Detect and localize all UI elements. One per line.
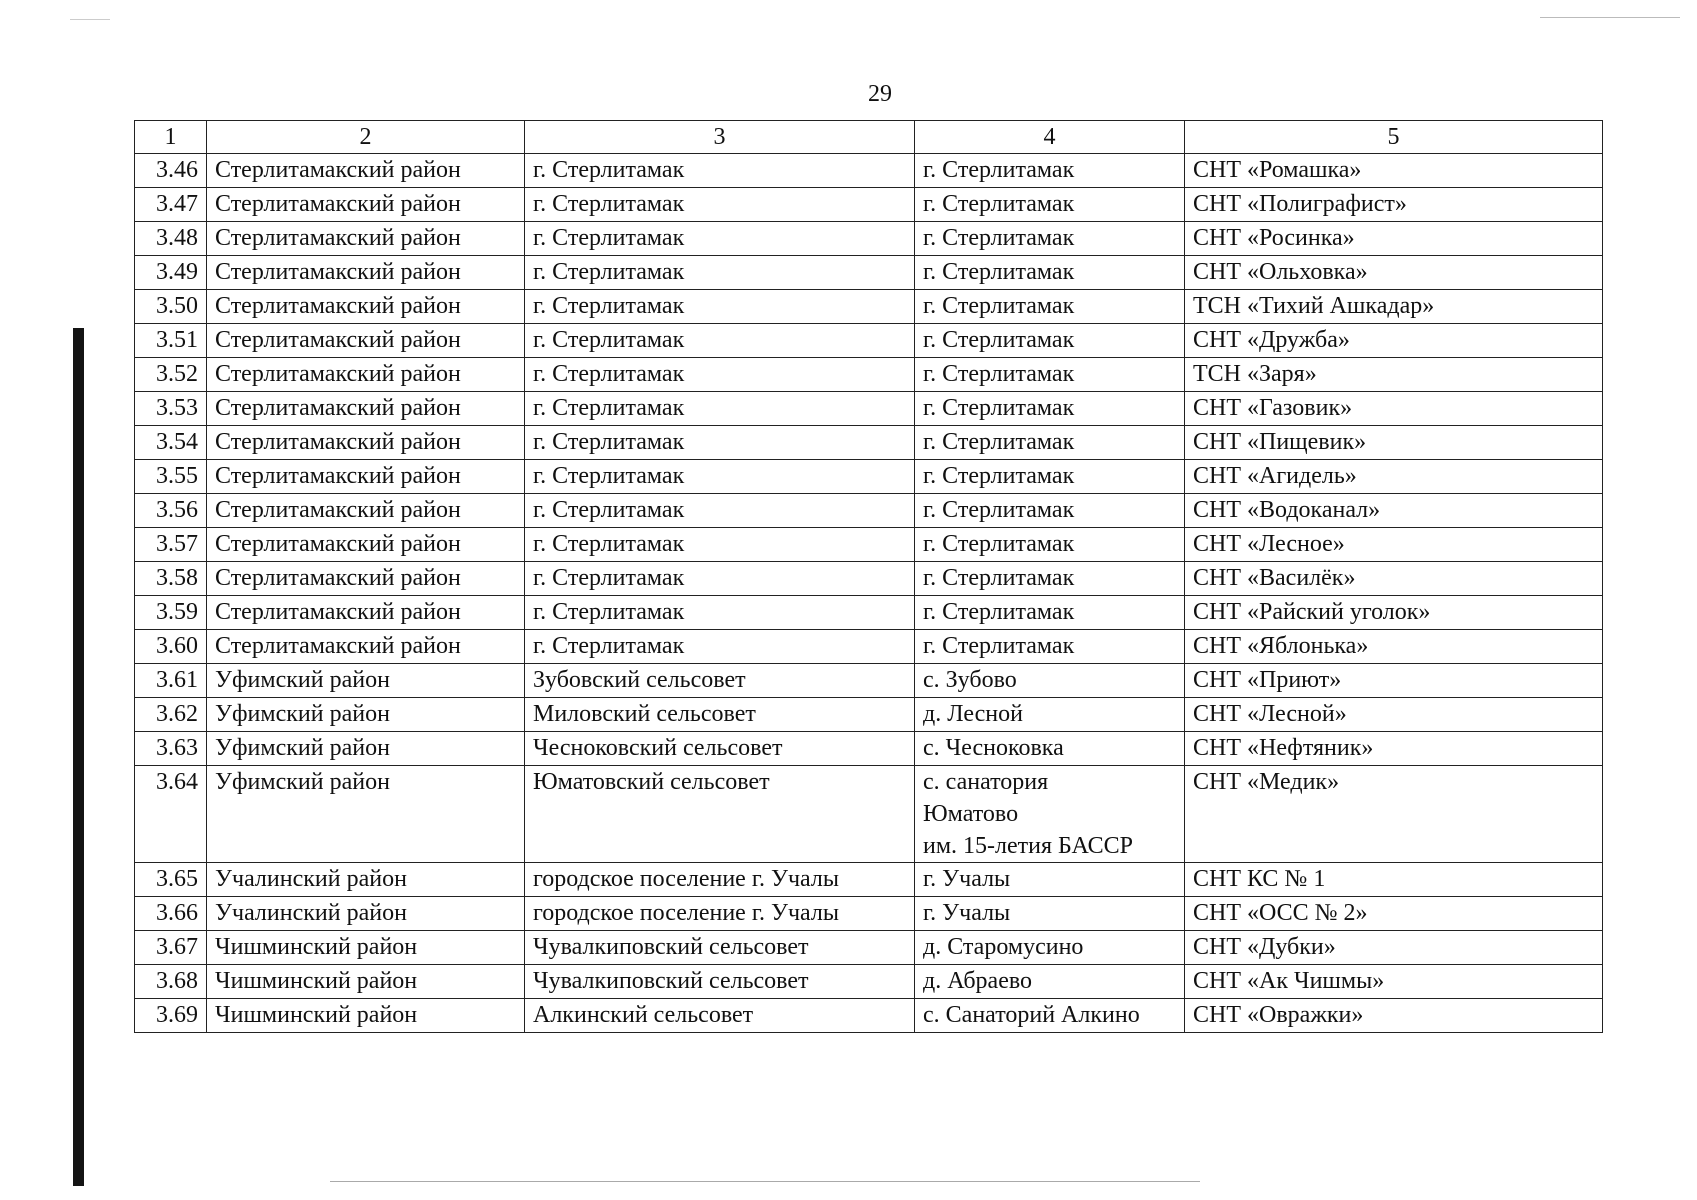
column-header: 1 [135, 121, 207, 154]
association-cell: СНТ «Ольховка» [1185, 256, 1603, 290]
table-row [135, 562, 1603, 596]
municipality-cell: г. Стерлитамак [525, 494, 915, 528]
municipality-cell: Зубовский сельсовет [525, 664, 915, 698]
table-row [135, 324, 1603, 358]
association-cell: СНТ «Ромашка» [1185, 154, 1603, 188]
association-cell: СНТ «Дубки» [1185, 931, 1603, 965]
row-number-cell: 3.48 [135, 222, 207, 256]
locality-cell: г. Стерлитамак [915, 392, 1185, 426]
row-number-cell: 3.62 [135, 698, 207, 732]
association-cell: СНТ «Росинка» [1185, 222, 1603, 256]
locality-cell: г. Учалы [915, 863, 1185, 897]
district-cell: Стерлитамакский район [207, 392, 525, 426]
district-cell: Стерлитамакский район [207, 562, 525, 596]
association-cell: СНТ «Василёк» [1185, 562, 1603, 596]
district-cell: Стерлитамакский район [207, 256, 525, 290]
district-cell: Уфимский район [207, 732, 525, 766]
table-row [135, 732, 1603, 766]
district-cell: Стерлитамакский район [207, 494, 525, 528]
association-cell: СНТ «Райский уголок» [1185, 596, 1603, 630]
table-row [135, 426, 1603, 460]
municipality-cell: г. Стерлитамак [525, 256, 915, 290]
column-header: 5 [1185, 121, 1603, 154]
municipality-cell: г. Стерлитамак [525, 562, 915, 596]
row-number-cell: 3.67 [135, 931, 207, 965]
row-number-cell: 3.53 [135, 392, 207, 426]
row-number-cell: 3.59 [135, 596, 207, 630]
district-cell: Уфимский район [207, 698, 525, 732]
municipality-cell: г. Стерлитамак [525, 528, 915, 562]
table-row [135, 188, 1603, 222]
association-cell: СНТ «Пищевик» [1185, 426, 1603, 460]
association-cell: ТСН «Тихий Ашкадар» [1185, 290, 1603, 324]
row-number-cell: 3.61 [135, 664, 207, 698]
municipality-cell: г. Стерлитамак [525, 154, 915, 188]
row-number-cell: 3.63 [135, 732, 207, 766]
table-body [135, 154, 1603, 1033]
district-cell: Стерлитамакский район [207, 426, 525, 460]
municipality-cell: г. Стерлитамак [525, 290, 915, 324]
table-row [135, 392, 1603, 426]
scan-mark-top-right [1540, 17, 1680, 18]
association-cell: СНТ «Ак Чишмы» [1185, 965, 1603, 999]
association-cell: СНТ «ОСС № 2» [1185, 897, 1603, 931]
row-number-cell: 3.57 [135, 528, 207, 562]
municipality-cell: Алкинский сельсовет [525, 999, 915, 1033]
locality-cell: д. Абраево [915, 965, 1185, 999]
table-row [135, 698, 1603, 732]
table-row [135, 965, 1603, 999]
locality-cell: г. Стерлитамак [915, 324, 1185, 358]
table-row [135, 358, 1603, 392]
district-cell: Стерлитамакский район [207, 596, 525, 630]
association-cell: СНТ «Полиграфист» [1185, 188, 1603, 222]
scan-binding-shadow [73, 328, 84, 1186]
table-row [135, 222, 1603, 256]
district-cell: Уфимский район [207, 766, 525, 863]
column-header: 3 [525, 121, 915, 154]
row-number-cell: 3.60 [135, 630, 207, 664]
district-cell: Стерлитамакский район [207, 154, 525, 188]
locality-cell: г. Стерлитамак [915, 596, 1185, 630]
district-cell: Стерлитамакский район [207, 188, 525, 222]
table-row [135, 460, 1603, 494]
row-number-cell: 3.58 [135, 562, 207, 596]
association-cell: СНТ КС № 1 [1185, 863, 1603, 897]
locality-cell: г. Стерлитамак [915, 358, 1185, 392]
row-number-cell: 3.52 [135, 358, 207, 392]
table-row [135, 863, 1603, 897]
locality-cell: с. Зубово [915, 664, 1185, 698]
association-cell: СНТ «Газовик» [1185, 392, 1603, 426]
district-cell: Стерлитамакский район [207, 290, 525, 324]
district-cell: Стерлитамакский район [207, 460, 525, 494]
table-row [135, 630, 1603, 664]
column-header: 4 [915, 121, 1185, 154]
district-cell: Учалинский район [207, 863, 525, 897]
row-number-cell: 3.64 [135, 766, 207, 863]
locality-cell: г. Стерлитамак [915, 222, 1185, 256]
locality-cell: с. Чесноковка [915, 732, 1185, 766]
locality-cell: г. Стерлитамак [915, 290, 1185, 324]
table-row [135, 766, 1603, 863]
locality-cell: г. Стерлитамак [915, 460, 1185, 494]
municipality-cell: г. Стерлитамак [525, 358, 915, 392]
scan-mark-top-left [70, 19, 110, 20]
row-number-cell: 3.49 [135, 256, 207, 290]
locality-cell: г. Стерлитамак [915, 426, 1185, 460]
table-row [135, 528, 1603, 562]
district-cell: Стерлитамакский район [207, 528, 525, 562]
row-number-cell: 3.54 [135, 426, 207, 460]
row-number-cell: 3.55 [135, 460, 207, 494]
municipality-cell: г. Стерлитамак [525, 596, 915, 630]
row-number-cell: 3.51 [135, 324, 207, 358]
association-cell: СНТ «Нефтяник» [1185, 732, 1603, 766]
municipality-cell: Миловский сельсовет [525, 698, 915, 732]
municipality-cell: Чувалкиповский сельсовет [525, 931, 915, 965]
locality-cell: г. Стерлитамак [915, 256, 1185, 290]
municipality-cell: городское поселение г. Учалы [525, 897, 915, 931]
locality-cell: г. Стерлитамак [915, 154, 1185, 188]
row-number-cell: 3.47 [135, 188, 207, 222]
row-number-cell: 3.56 [135, 494, 207, 528]
table-row [135, 931, 1603, 965]
district-cell: Чишминский район [207, 965, 525, 999]
association-cell: СНТ «Овражки» [1185, 999, 1603, 1033]
locality-cell: г. Стерлитамак [915, 188, 1185, 222]
row-number-cell: 3.65 [135, 863, 207, 897]
district-cell: Чишминский район [207, 931, 525, 965]
table-header-row [135, 121, 1603, 154]
row-number-cell: 3.66 [135, 897, 207, 931]
locality-cell: г. Стерлитамак [915, 562, 1185, 596]
table-row [135, 664, 1603, 698]
table-row [135, 290, 1603, 324]
page-number: 29 [868, 81, 892, 107]
association-cell: СНТ «Приют» [1185, 664, 1603, 698]
locality-cell: с. Санаторий Алкино [915, 999, 1185, 1033]
association-cell: СНТ «Агидель» [1185, 460, 1603, 494]
municipality-cell: г. Стерлитамак [525, 460, 915, 494]
district-cell: Учалинский район [207, 897, 525, 931]
municipality-cell: г. Стерлитамак [525, 188, 915, 222]
locality-cell: д. Старомусино [915, 931, 1185, 965]
municipality-cell: г. Стерлитамак [525, 426, 915, 460]
district-cell: Стерлитамакский район [207, 358, 525, 392]
municipality-cell: Юматовский сельсовет [525, 766, 915, 863]
district-cell: Уфимский район [207, 664, 525, 698]
locality-cell: г. Стерлитамак [915, 630, 1185, 664]
district-cell: Стерлитамакский район [207, 324, 525, 358]
table-row [135, 999, 1603, 1033]
association-cell: ТСН «Заря» [1185, 358, 1603, 392]
municipality-cell: г. Стерлитамак [525, 324, 915, 358]
municipality-cell: Чесноковский сельсовет [525, 732, 915, 766]
settlements-table [134, 120, 1603, 1033]
column-header: 2 [207, 121, 525, 154]
district-cell: Чишминский район [207, 999, 525, 1033]
municipality-cell: Чувалкиповский сельсовет [525, 965, 915, 999]
table-row [135, 256, 1603, 290]
scan-mark-bottom [330, 1181, 1200, 1182]
municipality-cell: городское поселение г. Учалы [525, 863, 915, 897]
municipality-cell: г. Стерлитамак [525, 222, 915, 256]
table-row [135, 494, 1603, 528]
district-cell: Стерлитамакский район [207, 630, 525, 664]
locality-cell: г. Стерлитамак [915, 528, 1185, 562]
table-row [135, 596, 1603, 630]
association-cell: СНТ «Лесной» [1185, 698, 1603, 732]
association-cell: СНТ «Лесное» [1185, 528, 1603, 562]
table-row [135, 154, 1603, 188]
district-cell: Стерлитамакский район [207, 222, 525, 256]
municipality-cell: г. Стерлитамак [525, 392, 915, 426]
municipality-cell: г. Стерлитамак [525, 630, 915, 664]
association-cell: СНТ «Дружба» [1185, 324, 1603, 358]
row-number-cell: 3.68 [135, 965, 207, 999]
locality-cell: г. Стерлитамак [915, 494, 1185, 528]
locality-cell: с. санатория Юматово им. 15-летия БАССР [915, 766, 1185, 863]
association-cell: СНТ «Медик» [1185, 766, 1603, 863]
row-number-cell: 3.50 [135, 290, 207, 324]
table-row [135, 897, 1603, 931]
association-cell: СНТ «Яблонька» [1185, 630, 1603, 664]
row-number-cell: 3.69 [135, 999, 207, 1033]
association-cell: СНТ «Водоканал» [1185, 494, 1603, 528]
locality-cell: г. Учалы [915, 897, 1185, 931]
locality-cell: д. Лесной [915, 698, 1185, 732]
row-number-cell: 3.46 [135, 154, 207, 188]
